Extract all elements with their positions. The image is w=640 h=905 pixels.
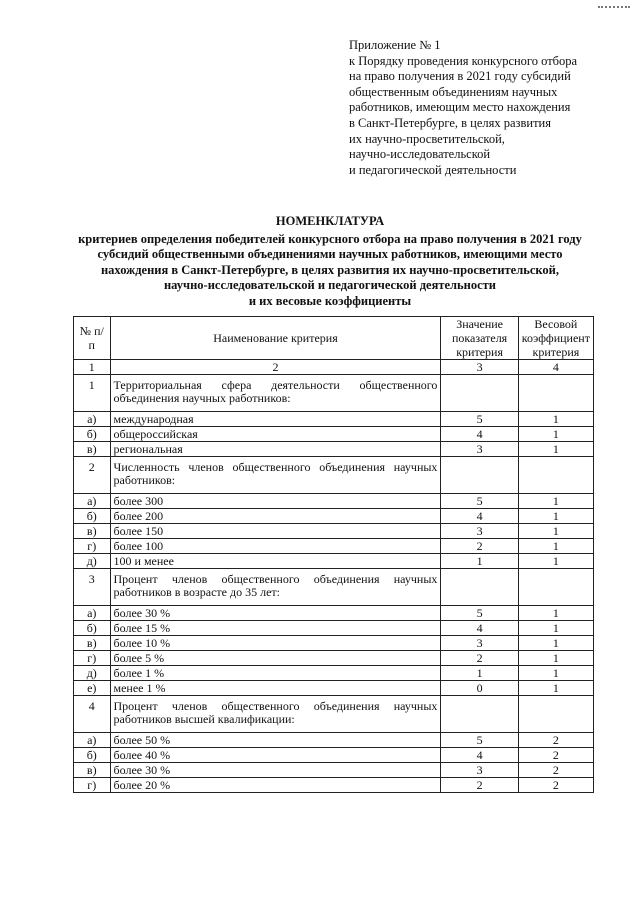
title-line: и их весовые коэффициенты [248,293,412,308]
table-row [74,748,594,763]
appendix-line: на право получения в 2021 году субсидий [349,69,571,84]
table-row [74,666,594,681]
appendix-line: и педагогической деятельности [349,162,517,177]
option-value: 2 [441,539,518,554]
column-number: 2 [110,360,441,375]
criterion-group-row [74,457,594,494]
option-name: более 1 % [110,666,441,681]
option-name: более 200 [110,509,441,524]
column-number: 4 [518,360,593,375]
option-letter: в) [74,524,111,539]
appendix-line: в Санкт-Петербурге, в целях развития [349,115,551,130]
criterion-weight-empty [518,569,593,606]
option-name: более 20 % [110,778,441,793]
option-name: более 100 [110,539,441,554]
criterion-name: Территориальная сфера деятельности общественного объединения научных работников: [110,375,441,412]
option-value: 3 [441,442,518,457]
option-weight: 1 [518,524,593,539]
title-line: нахождения в Санкт-Петербурге, в целях развития их научно-просветительской, [100,262,559,277]
option-weight: 1 [518,494,593,509]
title-line: критериев определения победителей конкурсного отбора на право получения в 2021 году [78,231,582,246]
option-weight: 1 [518,554,593,569]
option-weight: 1 [518,666,593,681]
option-letter: б) [74,621,111,636]
criterion-value-empty [441,375,518,412]
option-letter: г) [74,778,111,793]
option-letter: б) [74,748,111,763]
option-weight: 1 [518,412,593,427]
option-value: 4 [441,509,518,524]
criterion-number: 1 [74,375,111,412]
scan-corner-mark [598,6,630,11]
option-name: более 15 % [110,621,441,636]
criterion-number: 2 [74,457,111,494]
criterion-value-empty [441,569,518,606]
table-row [74,442,594,457]
option-name: более 30 % [110,606,441,621]
option-letter: а) [74,606,111,621]
option-letter: в) [74,763,111,778]
option-value: 4 [441,748,518,763]
option-value: 5 [441,494,518,509]
option-value: 5 [441,606,518,621]
option-name: более 30 % [110,763,441,778]
option-weight: 1 [518,621,593,636]
option-value: 2 [441,651,518,666]
criterion-group-row [74,569,594,606]
option-weight: 1 [518,636,593,651]
option-weight: 1 [518,427,593,442]
option-weight: 2 [518,733,593,748]
document-title-block [40,214,620,310]
option-letter: в) [74,442,111,457]
appendix-line: Приложение № 1 [349,38,441,52]
criterion-weight-empty [518,375,593,412]
appendix-line: научно-исследовательской [349,147,491,162]
criterion-value-empty [441,696,518,733]
table-row [74,539,594,554]
option-letter: г) [74,539,111,554]
option-value: 1 [441,554,518,569]
option-name: более 10 % [110,636,441,651]
criterion-group-row [74,375,594,412]
option-letter: а) [74,733,111,748]
criterion-weight-empty [518,457,593,494]
option-value: 3 [441,524,518,539]
table-row [74,412,594,427]
criterion-number: 4 [74,696,111,733]
option-name: общероссийская [110,427,441,442]
option-letter: а) [74,412,111,427]
option-value: 2 [441,778,518,793]
criterion-name: Численность членов общественного объединения научных работников: [110,457,441,494]
option-letter: е) [74,681,111,696]
option-letter: д) [74,666,111,681]
option-weight: 1 [518,442,593,457]
header-name: Наименование критерия [110,317,441,360]
option-value: 5 [441,733,518,748]
option-name: более 5 % [110,651,441,666]
option-value: 3 [441,636,518,651]
table-row [74,509,594,524]
option-weight: 2 [518,763,593,778]
option-weight: 2 [518,778,593,793]
option-letter: в) [74,636,111,651]
option-weight: 1 [518,651,593,666]
option-letter: д) [74,554,111,569]
option-name: менее 1 % [110,681,441,696]
criterion-group-row [74,696,594,733]
option-value: 3 [441,763,518,778]
appendix-note [349,38,629,178]
option-value: 4 [441,427,518,442]
appendix-line: к Порядку проведения конкурсного отбора [349,53,578,68]
option-weight: 1 [518,539,593,554]
table-row [74,427,594,442]
option-weight: 1 [518,606,593,621]
option-value: 1 [441,666,518,681]
criterion-weight-empty [518,696,593,733]
table-row [74,494,594,509]
option-letter: б) [74,509,111,524]
option-name: более 150 [110,524,441,539]
option-name: 100 и менее [110,554,441,569]
table-row [74,733,594,748]
table-row [74,681,594,696]
option-letter: б) [74,427,111,442]
option-name: региональная [110,442,441,457]
table-row [74,554,594,569]
option-letter: г) [74,651,111,666]
option-letter: а) [74,494,111,509]
option-value: 5 [441,412,518,427]
option-name: более 300 [110,494,441,509]
header-weight: Весовой коэффициент критерия [518,317,593,360]
title-line: научно-исследовательской и педагогической деятельности [163,278,497,293]
option-value: 0 [441,681,518,696]
option-weight: 2 [518,748,593,763]
criterion-number: 3 [74,569,111,606]
option-name: международная [110,412,441,427]
table-row [74,636,594,651]
appendix-line: общественным объединениям научных [349,84,558,99]
option-name: более 40 % [110,748,441,763]
appendix-line: работников, имеющим место нахождения [349,100,571,115]
document-subtitle [40,232,620,310]
appendix-line: их научно-просветительской, [349,131,505,146]
table-row [74,778,594,793]
criterion-value-empty [441,457,518,494]
option-weight: 1 [518,681,593,696]
criterion-name: Процент членов общественного объединения научных работников высшей квалификации: [110,696,441,733]
title-line: субсидий общественными объединениями научных работников, имеющими место [97,247,563,262]
table-row [74,763,594,778]
criteria-table [73,316,594,793]
column-number: 1 [74,360,111,375]
option-value: 4 [441,621,518,636]
document-heading: НОМЕНКЛАТУРА [275,214,385,228]
table-header-row [74,317,594,360]
header-num: № п/п [74,317,111,360]
criterion-name: Процент членов общественного объединения научных работников в возрасте до 35 лет: [110,569,441,606]
table-row [74,606,594,621]
option-weight: 1 [518,509,593,524]
column-number-row [74,360,594,375]
column-number: 3 [441,360,518,375]
header-value: Значение показателя критерия [441,317,518,360]
table-row [74,651,594,666]
table-row [74,524,594,539]
option-name: более 50 % [110,733,441,748]
table-row [74,621,594,636]
